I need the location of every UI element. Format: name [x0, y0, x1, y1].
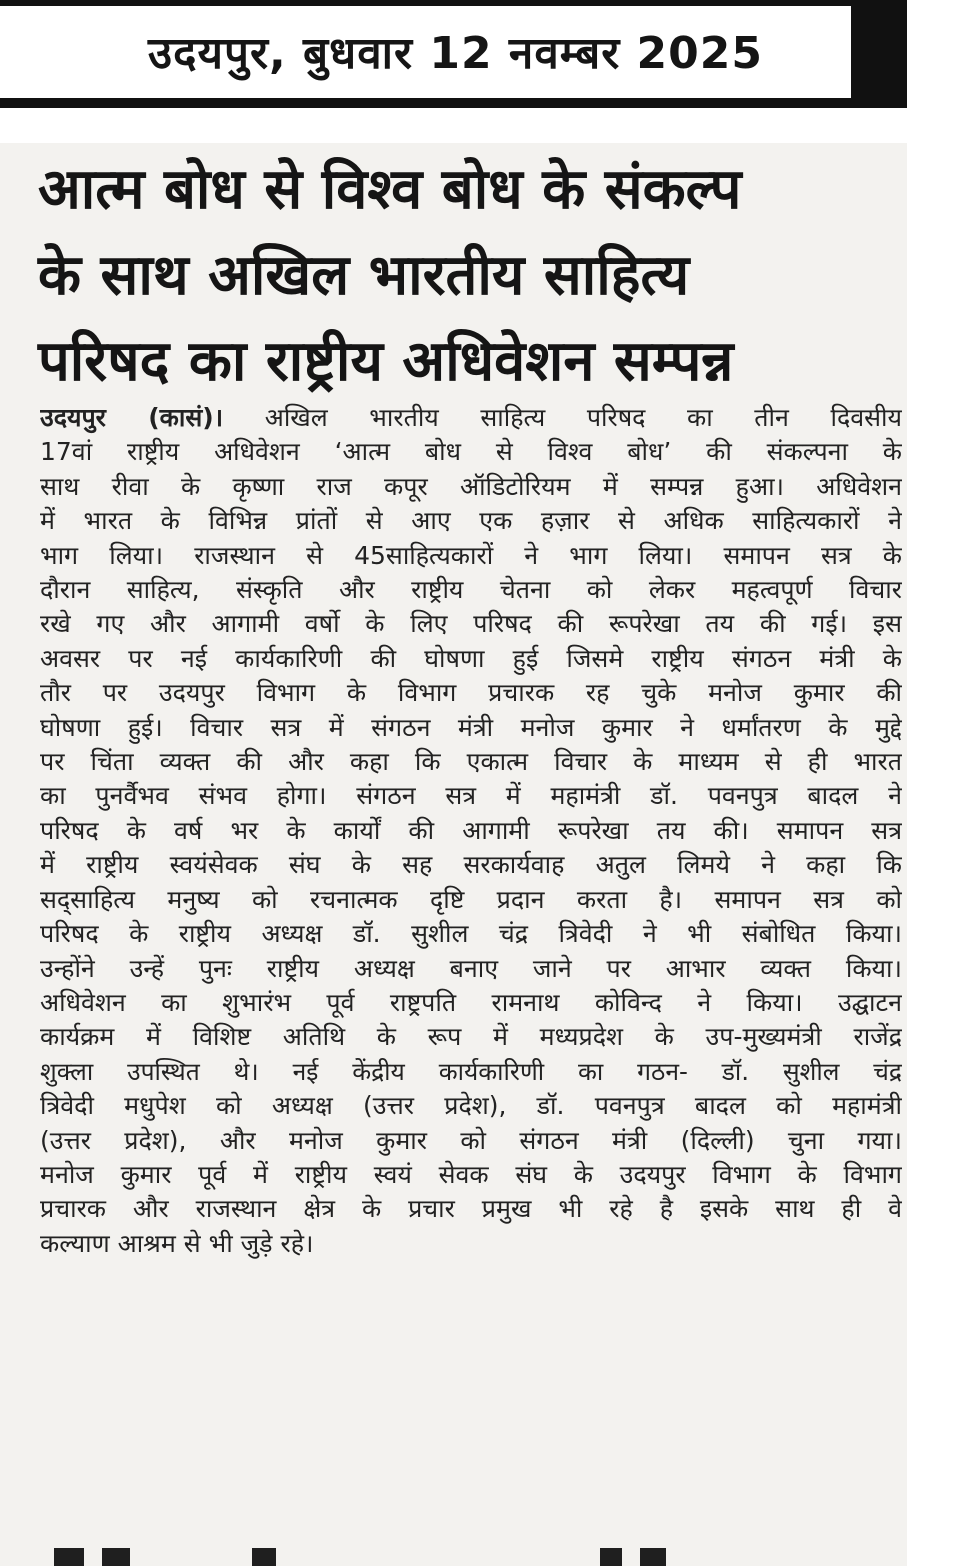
- body-line: अधिवेशन का शुभारंभ पूर्व राष्ट्रपति रामनाथ कोविन्द ने किया। उद्घाटन: [40, 987, 902, 1017]
- byline: उदयपुर (कासं)।: [40, 403, 224, 432]
- cut-glyph: [54, 1548, 84, 1566]
- body-line: तौर पर उदयपुर विभाग के विभाग प्रचारक रह चुके मनोज कुमार की: [40, 678, 902, 708]
- body-line: उन्होंने उन्हें पुनः राष्ट्रीय अध्यक्ष बनाए जाने पर आभार व्यक्त किया।: [40, 953, 902, 983]
- body-line: पर चिंता व्यक्त की और कहा कि एकात्म विचार के माध्यम से ही भारत: [40, 747, 902, 777]
- body-line: कल्याण आश्रम से भी जुड़े रहे।: [40, 1228, 314, 1258]
- masthead-panel: [0, 6, 851, 98]
- body-line: में भारत के विभिन्न प्रांतों से आए एक हज़ार से अधिक साहित्यकारों ने: [40, 506, 902, 536]
- masthead-bar: [0, 0, 907, 108]
- body-line: घोषणा हुई। विचार सत्र में संगठन मंत्री मनोज कुमार ने धर्मांतरण के मुद्दे: [40, 712, 902, 742]
- body-line: कार्यक्रम में विशिष्ट अतिथि के रूप में मध्यप्रदेश के उप-मुख्यमंत्री राजेंद्र: [40, 1022, 902, 1052]
- body-line: सद्साहित्य मनुष्य को रचनात्मक दृष्टि प्रदान करता है। समापन सत्र को: [40, 884, 902, 914]
- body-line: भाग लिया। राजस्थान से 45साहित्यकारों ने भाग लिया। समापन सत्र के: [40, 540, 902, 570]
- body-line: त्रिवेदी मधुपेश को अध्यक्ष (उत्तर प्रदेश), डॉ. पवनपुत्र बादल को महामंत्री: [40, 1091, 902, 1121]
- body-line: प्रचारक और राजस्थान क्षेत्र के प्रचार प्रमुख भी रहे है इसके साथ ही वे: [40, 1194, 902, 1224]
- headline-line: आत्म बोध से विश्व बोध के संकल्प: [38, 157, 742, 222]
- body-line: का पुनर्वैभव संभव होगा। संगठन सत्र में महामंत्री डॉ. पवनपुत्र बादल ने: [40, 781, 902, 811]
- body-line: रखे गए और आगामी वर्षो के लिए परिषद की रूपरेखा तय की गई। इस: [40, 609, 902, 639]
- body-line: परिषद के राष्ट्रीय अध्यक्ष डॉ. सुशील चंद्र त्रिवेदी ने भी संबोधित किया।: [40, 919, 902, 949]
- dateline: उदयपुर, बुधवार 12 नवम्बर 2025: [148, 28, 764, 79]
- body-line: परिषद के वर्ष भर के कार्यों की आगामी रूपरेखा तय की। समापन सत्र: [40, 815, 902, 845]
- headline-line: परिषद का राष्ट्रीय अधिवेशन सम्पन्न: [38, 329, 734, 394]
- body-line: दौरान साहित्य, संस्कृति और राष्ट्रीय चेतना को लेकर महत्वपूर्ण विचार: [40, 575, 902, 605]
- body-line: (उत्तर प्रदेश), और मनोज कुमार को संगठन मंत्री (दिल्ली) चुना गया।: [40, 1125, 902, 1155]
- cut-glyph: [102, 1548, 130, 1566]
- cut-glyph: [252, 1548, 276, 1566]
- body-line: मनोज कुमार पूर्व में राष्ट्रीय स्वयं सेवक संघ के उदयपुर विभाग के विभाग: [40, 1159, 902, 1189]
- next-headline-fragment: [40, 1548, 900, 1566]
- headline-line: के साथ अखिल भारतीय साहित्य: [38, 243, 690, 308]
- body-line: [40, 401, 902, 435]
- body-line: में राष्ट्रीय स्वयंसेवक संघ के सह सरकार्यवाह अतुल लिमये ने कहा कि: [40, 850, 902, 880]
- body-line: शुक्ला उपस्थित थे। नई केंद्रीय कार्यकारिणी का गठन- डॉ. सुशील चंद्र: [40, 1056, 902, 1086]
- cut-glyph: [600, 1548, 622, 1566]
- headline: [38, 147, 898, 405]
- article-body: [40, 401, 902, 1261]
- body-line: अवसर पर नई कार्यकारिणी की घोषणा हुई जिसमे राष्ट्रीय संगठन मंत्री के: [40, 643, 902, 673]
- body-line: साथ रीवा के कृष्णा राज कपूर ऑडिटोरियम में सम्पन्न हुआ। अधिवेशन: [40, 471, 902, 501]
- body-line-text: अखिल भारतीय साहित्य परिषद का तीन दिवसीय: [264, 403, 902, 432]
- cut-glyph: [640, 1548, 666, 1566]
- body-line: 17वां राष्ट्रीय अधिवेशन ‘आत्म बोध से विश्व बोध’ की संकल्पना के: [40, 437, 902, 467]
